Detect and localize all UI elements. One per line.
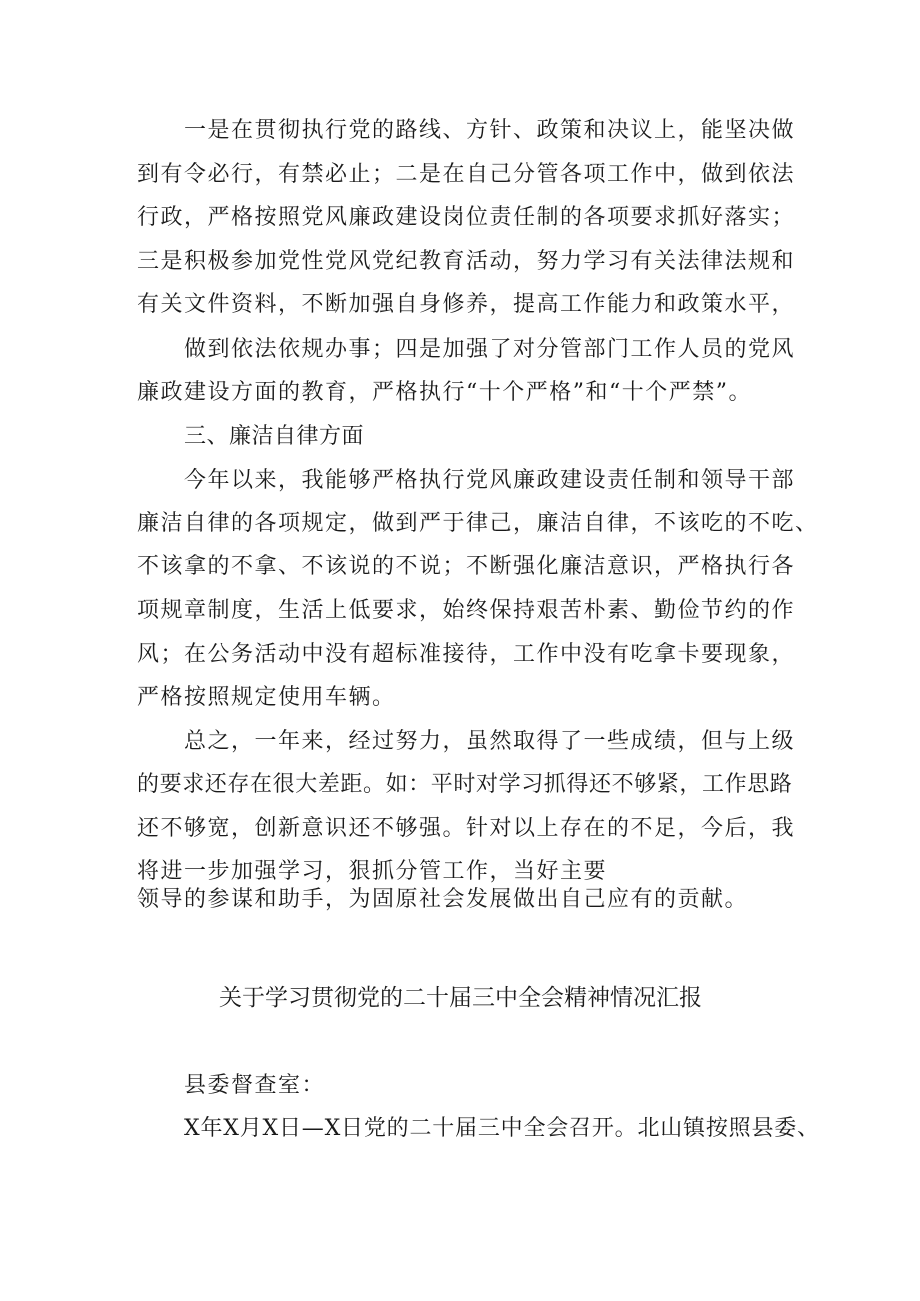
paragraph-line: 风；在公务活动中没有超标准接待，工作中没有吃拿卡要现象， — [137, 642, 796, 667]
paragraph-line: 将进一步加强学习，狠抓分管工作，当好主要 — [137, 859, 608, 884]
paragraph-line: X年X月X日—X日党的二十届三中全会召开。北山镇按照县委、 — [184, 1116, 820, 1141]
paragraph-line: 到有令必行，有禁必止；二是在自己分管各项工作中，做到依法 — [137, 162, 796, 187]
paragraph-line: 有关文件资料，不断加强自身修养，提高工作能力和政策水平， — [137, 292, 796, 317]
paragraph-line: 总之，一年来，经过努力，虽然取得了一些成绩，但与上级 — [184, 729, 796, 754]
paragraph-line: 严格按照规定使用车辆。 — [137, 685, 396, 710]
report-title: 关于学习贯彻党的二十届三中全会精神情况汇报 — [219, 985, 702, 1011]
paragraph-line: 的要求还存在很大差距。如：平时对学习抓得还不够紧，工作思路 — [137, 772, 793, 797]
paragraph-line: 还不够宽，创新意识还不够强。针对以上存在的不足，今后，我 — [137, 816, 796, 841]
paragraph-line: 行政，严格按照党风廉政建设岗位责任制的各项要求抓好落实； — [137, 205, 796, 230]
addressee: 县委督查室： — [184, 1073, 326, 1098]
paragraph-line: 廉洁自律的各项规定，做到严于律己，廉洁自律，不该吃的不吃、 — [137, 511, 819, 536]
section-heading: 三、廉洁自律方面 — [184, 424, 365, 449]
paragraph-line: 领导的参谋和助手，为固原社会发展做出自己应有的贡献。 — [137, 887, 749, 912]
paragraph-line: 做到依法依规办事；四是加强了对分管部门工作人员的党风 — [184, 337, 796, 362]
paragraph-line: 不该拿的不拿、不该说的不说；不断强化廉洁意识，严格执行各 — [137, 554, 796, 579]
paragraph-line: 今年以来，我能够严格执行党风廉政建设责任制和领导干部 — [184, 468, 796, 493]
paragraph-line: 廉政建设方面的教育，严格执行“十个严格”和“十个严禁”。 — [137, 380, 752, 405]
paragraph-line: 项规章制度，生活上低要求，始终保持艰苦朴素、勤俭节约的作 — [137, 598, 796, 623]
paragraph-line: 一是在贯彻执行党的路线、方针、政策和决议上，能坚决做 — [184, 118, 796, 143]
paragraph-line: 三是积极参加党性党风党纪教育活动，努力学习有关法律法规和 — [137, 249, 796, 274]
